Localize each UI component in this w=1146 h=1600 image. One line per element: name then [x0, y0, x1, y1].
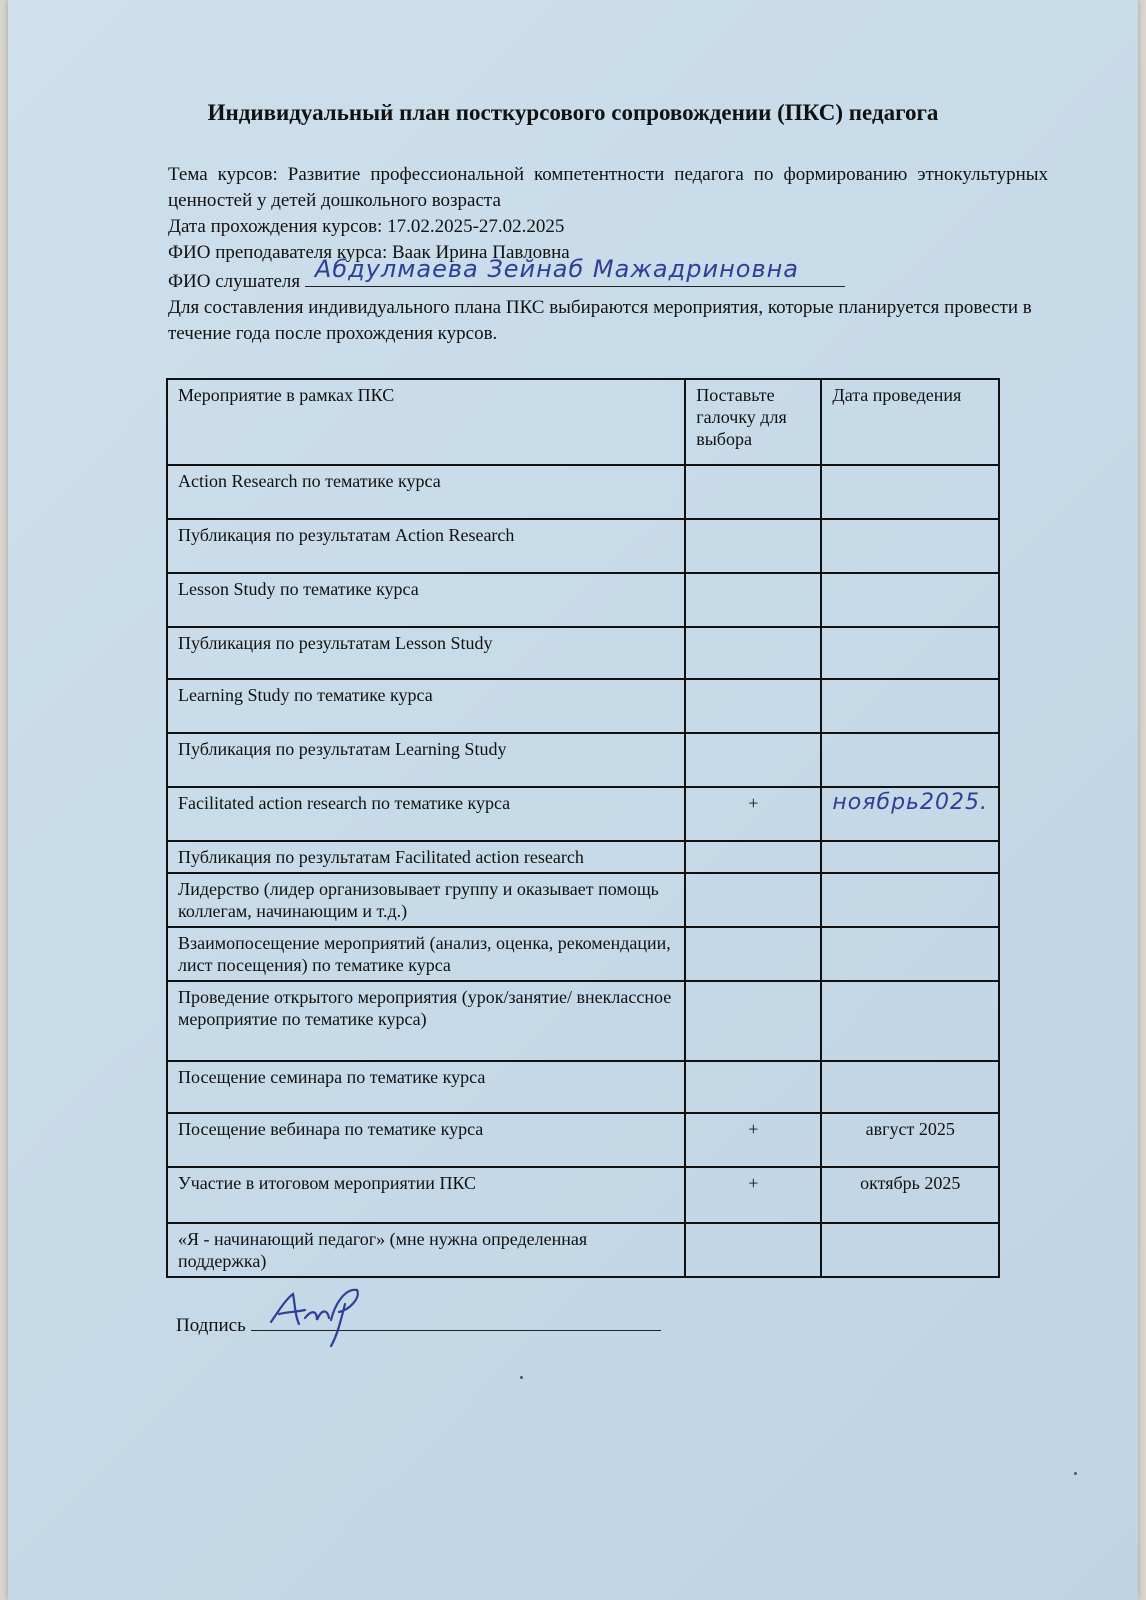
mark-cell[interactable] [685, 927, 821, 981]
mark-cell[interactable] [685, 465, 821, 519]
table-row [167, 465, 999, 519]
plan-table [166, 378, 1000, 1278]
mark-cell[interactable] [685, 519, 821, 573]
paper-speck [520, 1376, 523, 1379]
table-row [167, 1113, 999, 1167]
date-cell[interactable] [821, 981, 999, 1061]
date-cell[interactable] [821, 927, 999, 981]
mark-cell[interactable] [685, 873, 821, 927]
mark-cell[interactable] [685, 981, 821, 1061]
listener-name-field [305, 255, 845, 287]
signature-block [176, 1310, 661, 1337]
event-cell: Lesson Study по тематике курса [167, 573, 685, 627]
mark-cell[interactable] [685, 627, 821, 679]
mark-cell[interactable] [685, 1223, 821, 1277]
table-body [167, 465, 999, 1277]
document-title: Индивидуальный план посткурсового сопровождении (ПКС) педагога [207, 100, 939, 125]
date-cell[interactable] [821, 1223, 999, 1277]
event-cell: Участие в итоговом мероприятии ПКС [167, 1167, 685, 1223]
course-topic: Тема курсов: Развитие профессиональной компетентности педагога по формированию этнокультурных ценностей у детей дошкольного возраста [168, 164, 1048, 211]
table-header-row [167, 379, 999, 465]
date-cell[interactable] [821, 573, 999, 627]
table-row [167, 981, 999, 1061]
event-cell: Взаимопосещение мероприятий (анализ, оценка, рекомендации, лист посещения) по тематике курса [167, 927, 685, 981]
event-cell: «Я - начинающий педагог» (мне нужна определенная поддержка) [167, 1223, 685, 1277]
course-dates: Дата прохождения курсов: 17.02.2025-27.02.2025 [168, 216, 565, 237]
event-cell: Публикация по результатам Facilitated action research [167, 841, 685, 873]
table-row [167, 679, 999, 733]
date-cell[interactable]: ноябрь2025. [821, 787, 999, 841]
signature-label: Подпись [176, 1315, 246, 1336]
document-intro [168, 162, 1048, 347]
listener-handwritten-name: Абдулмаева Зейнаб Мажадриновна [314, 255, 799, 283]
table-row [167, 841, 999, 873]
mark-cell[interactable] [685, 841, 821, 873]
date-cell[interactable] [821, 841, 999, 873]
event-cell: Посещение вебинара по тематике курса [167, 1113, 685, 1167]
table-row [167, 1167, 999, 1223]
instructions: Для составления индивидуального плана ПКС выбираются мероприятия, которые планируется провести в течение года после прохождения курсов. [168, 297, 1032, 344]
date-cell[interactable] [821, 627, 999, 679]
table-row [167, 873, 999, 927]
table-row [167, 927, 999, 981]
mark-cell[interactable]: + [685, 1167, 821, 1223]
paper-speck [1074, 1472, 1077, 1475]
event-cell: Публикация по результатам Learning Study [167, 733, 685, 787]
document-page [8, 0, 1138, 1600]
date-cell[interactable]: октябрь 2025 [821, 1167, 999, 1223]
event-cell: Лидерство (лидер организовывает группу и оказывает помощь коллегам, начинающим и т.д.) [167, 873, 685, 927]
event-cell: Публикация по результатам Action Research [167, 519, 685, 573]
event-cell: Проведение открытого мероприятия (урок/занятие/ внеклассное мероприятие по тематике курса) [167, 981, 685, 1061]
table-row [167, 573, 999, 627]
teacher-name: ФИО преподавателя курса: Ваак Ирина Павловна [168, 242, 570, 263]
table-row [167, 733, 999, 787]
event-cell: Learning Study по тематике курса [167, 679, 685, 733]
date-cell[interactable] [821, 873, 999, 927]
signature-field [251, 1310, 661, 1331]
table-row [167, 627, 999, 679]
date-cell[interactable] [821, 519, 999, 573]
mark-cell[interactable] [685, 733, 821, 787]
date-cell[interactable] [821, 1061, 999, 1113]
header-mark: Поставьте галочку для выбора [685, 379, 821, 465]
table-row [167, 1061, 999, 1113]
event-cell: Facilitated action research по тематике курса [167, 787, 685, 841]
date-cell[interactable]: август 2025 [821, 1113, 999, 1167]
event-cell: Посещение семинара по тематике курса [167, 1061, 685, 1113]
date-cell[interactable] [821, 465, 999, 519]
listener-label: ФИО слушателя [168, 271, 301, 292]
table-row [167, 519, 999, 573]
header-event: Мероприятие в рамках ПКС [167, 379, 685, 465]
mark-cell[interactable]: + [685, 1113, 821, 1167]
mark-cell[interactable] [685, 573, 821, 627]
event-cell: Action Research по тематике курса [167, 465, 685, 519]
mark-cell[interactable]: + [685, 787, 821, 841]
table-row [167, 787, 999, 841]
mark-cell[interactable] [685, 1061, 821, 1113]
listener-row [168, 255, 1048, 295]
date-cell[interactable] [821, 679, 999, 733]
handwritten-signature [265, 1280, 385, 1350]
mark-cell[interactable] [685, 679, 821, 733]
header-date: Дата проведения [821, 379, 999, 465]
date-cell[interactable] [821, 733, 999, 787]
table-row [167, 1223, 999, 1277]
event-cell: Публикация по результатам Lesson Study [167, 627, 685, 679]
